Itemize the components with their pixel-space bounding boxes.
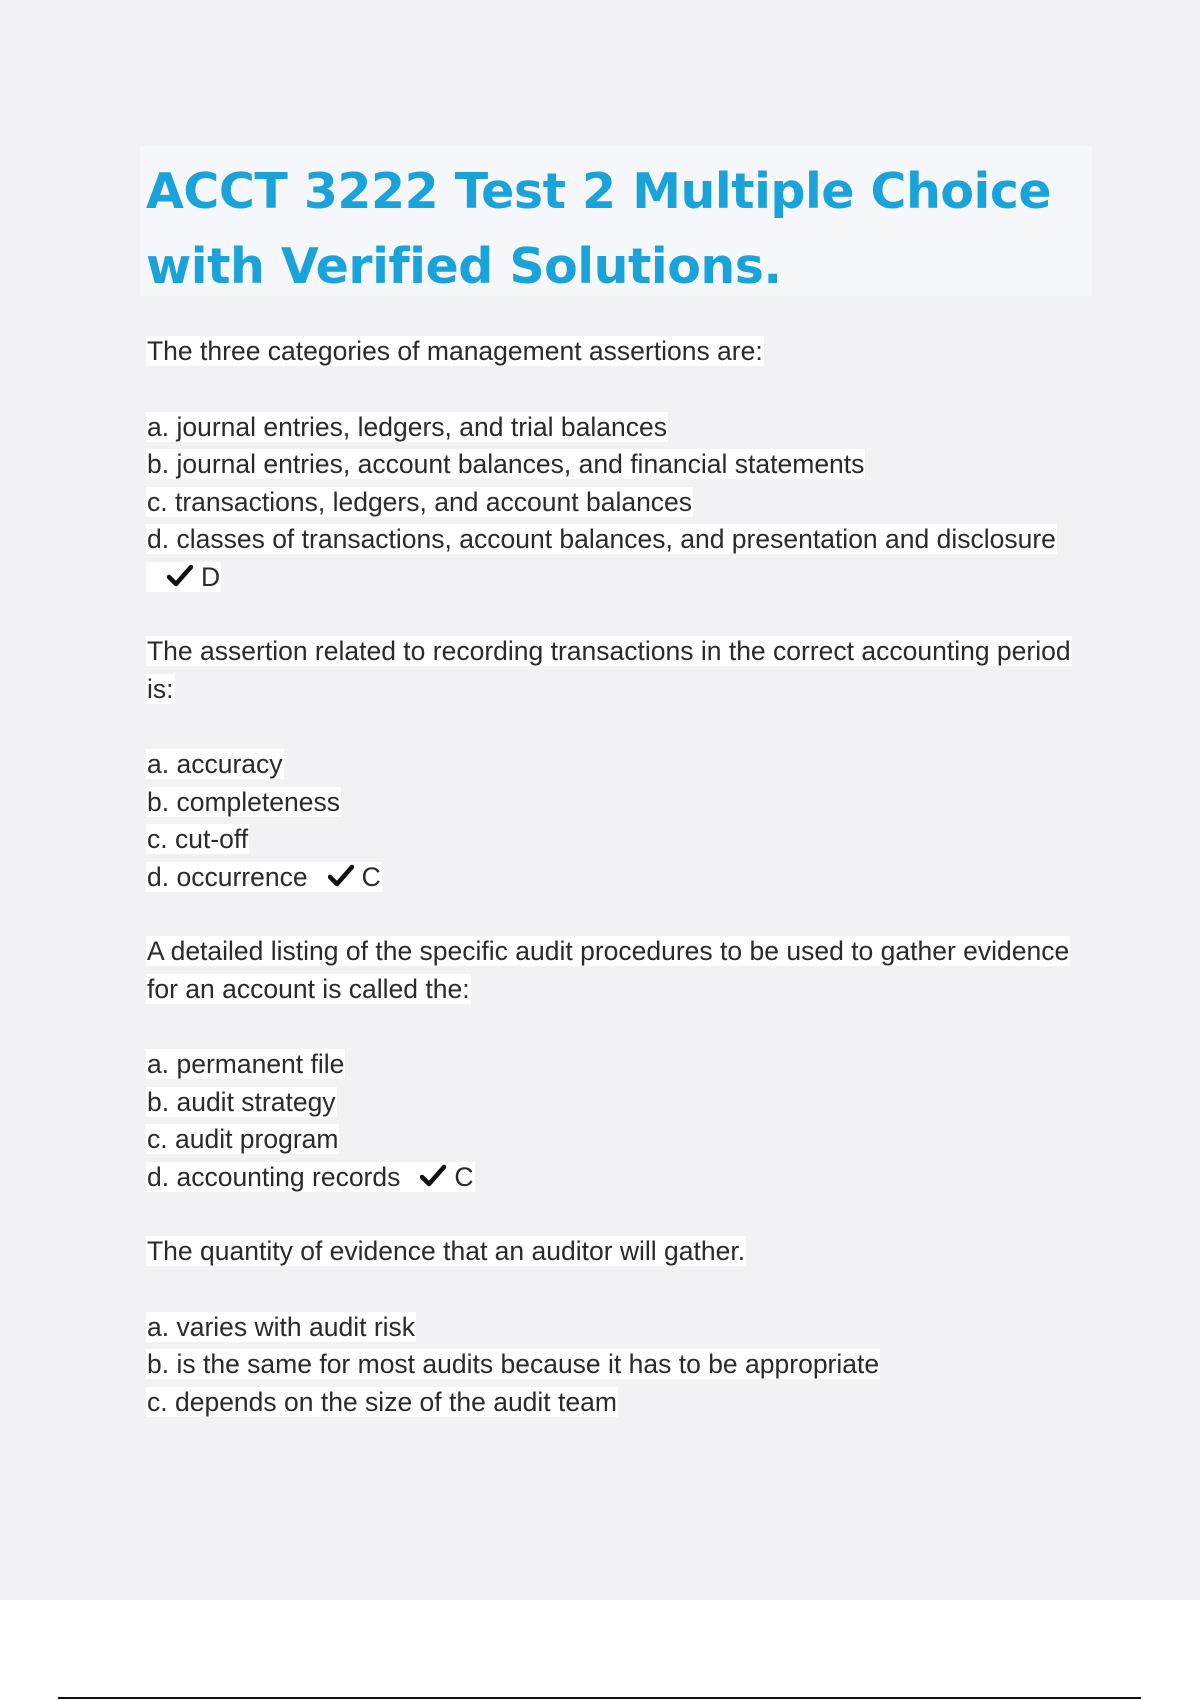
footer-divider	[58, 1697, 1141, 1699]
question-4	[146, 1233, 1076, 1421]
question-stem: The three categories of management assertions are:	[147, 336, 763, 366]
question-stem: The quantity of evidence that an auditor will gather.	[147, 1236, 746, 1266]
answer-label: C	[361, 861, 381, 892]
question-2	[146, 633, 1076, 896]
option-a: a. varies with audit risk	[147, 1311, 416, 1342]
answer-label: D	[201, 561, 221, 592]
answer-label: C	[454, 1161, 474, 1192]
check-icon	[328, 864, 354, 888]
option-d: d. classes of transactions, account balances, and presentation and disclosure D	[147, 524, 1056, 592]
question-3	[146, 933, 1076, 1196]
question-stem: A detailed listing of the specific audit procedures to be used to gather evidence for an account is called the:	[147, 936, 1070, 1004]
option-c: c. depends on the size of the audit team	[147, 1386, 617, 1417]
check-icon	[420, 1164, 446, 1188]
option-c: c. transactions, ledgers, and account balances	[147, 486, 693, 517]
option-b: b. audit strategy	[147, 1086, 336, 1117]
option-a: a. permanent file	[147, 1049, 345, 1079]
option-d: d. accounting records C	[147, 1161, 474, 1192]
question-1	[146, 333, 1076, 596]
option-b: b. is the same for most audits because it has to be appropriate	[147, 1349, 880, 1379]
check-icon	[167, 564, 193, 588]
question-stem: The assertion related to recording transactions in the correct accounting period is:	[147, 636, 1071, 704]
option-c: c. cut-off	[147, 824, 249, 854]
option-d: d. occurrence C	[147, 861, 381, 892]
option-a: a. journal entries, ledgers, and trial balances	[147, 411, 667, 442]
option-b: b. completeness	[147, 786, 340, 817]
document-title: ACCT 3222 Test 2 Multiple Choice with Verified Solutions.	[146, 163, 1052, 295]
option-c: c. audit program	[147, 1124, 339, 1154]
option-b: b. journal entries, account balances, and financial statements	[147, 449, 865, 479]
option-a: a. accuracy	[147, 749, 283, 779]
title-block	[140, 146, 1092, 296]
question-list	[146, 333, 1076, 1458]
